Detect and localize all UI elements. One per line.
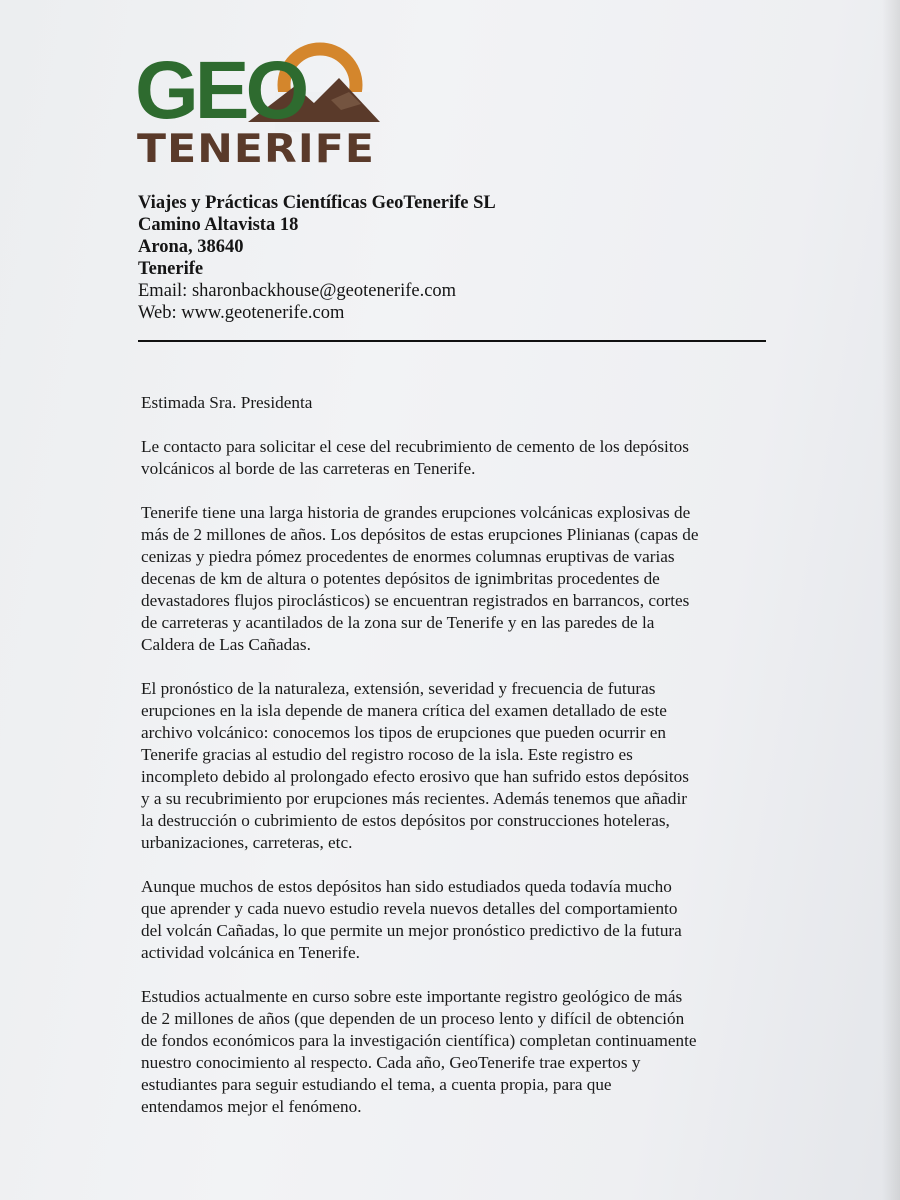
text-line: de carreteras y acantilados de la zona sur de Tenerife y en las paredes de la <box>141 613 655 632</box>
text-line: Estudios actualmente en curso sobre este importante registro geológico de más <box>141 987 683 1006</box>
text-line: Le contacto para solicitar el cese del recubrimiento de cemento de los depósitos <box>141 437 689 456</box>
text-line: del volcán Cañadas, lo que permite un mejor pronóstico predictivo de la futura <box>141 921 682 940</box>
text-line: cenizas y piedra pómez procedentes de enormes columnas eruptivas de varias <box>141 547 675 566</box>
paragraph-1 <box>141 436 781 480</box>
email-line: Email: sharonbackhouse@geotenerife.com <box>138 281 457 301</box>
page-shadow <box>882 0 900 1200</box>
text-line: incompleto debido al prolongado efecto erosivo que han sufrido estos depósitos <box>141 767 689 786</box>
text-line: estudiantes para seguir estudiando el tema, a cuenta propia, para que <box>141 1075 612 1094</box>
text-line: nuestro conocimiento al respecto. Cada año, GeoTenerife trae expertos y <box>141 1053 641 1072</box>
text-line: actividad volcánica en Tenerife. <box>141 943 360 962</box>
text-line: El pronóstico de la naturaleza, extensión, severidad y frecuencia de futuras <box>141 679 656 698</box>
paragraph-2 <box>141 502 781 656</box>
text-line: más de 2 millones de años. Los depósitos de estas erupciones Plinianas (capas de <box>141 525 699 544</box>
text-line: volcánicos al borde de las carreteras en Tenerife. <box>141 459 476 478</box>
text-line: de 2 millones de años (que dependen de un proceso lento y difícil de obtención <box>141 1009 685 1028</box>
street-address: Camino Altavista 18 <box>138 215 299 235</box>
logo-text-geo: GEO <box>135 45 306 136</box>
paragraph-3 <box>141 678 781 854</box>
logo-graphic <box>135 40 385 170</box>
text-line: Tenerife tiene una larga historia de grandes erupciones volcánicas explosivas de <box>141 503 691 522</box>
text-line: Tenerife gracias al estudio del registro rocoso de la isla. Este registro es <box>141 745 633 764</box>
city-postcode: Arona, 38640 <box>138 237 244 257</box>
geotenerife-logo <box>135 40 385 170</box>
text-line: archivo volcánico: conocemos los tipos de erupciones que pueden ocurrir en <box>141 723 666 742</box>
web-line: Web: www.geotenerife.com <box>138 303 345 323</box>
text-line: que aprender y cada nuevo estudio revela nuevos detalles del comportamiento <box>141 899 678 918</box>
text-line: erupciones en la isla depende de manera crítica del examen detallado de este <box>141 701 667 720</box>
paragraph-5 <box>141 986 781 1118</box>
paragraph-4 <box>141 876 781 964</box>
text-line: urbanizaciones, carreteras, etc. <box>141 833 353 852</box>
text-line: la destrucción o cubrimiento de estos depósitos por construcciones hoteleras, <box>141 811 670 830</box>
text-line: devastadores flujos piroclásticos) se encuentran registrados en barrancos, cortes <box>141 591 690 610</box>
greeting: Estimada Sra. Presidenta <box>141 393 313 412</box>
letter-body <box>141 392 781 1140</box>
text-line: entendamos mejor el fenómeno. <box>141 1097 362 1116</box>
header-divider <box>138 340 766 342</box>
text-line: decenas de km de altura o potentes depósitos de ignimbritas procedentes de <box>141 569 660 588</box>
text-line: de fondos económicos para la investigación científica) completan continuamente <box>141 1031 697 1050</box>
logo-text-tenerife: TENERIFE <box>137 127 375 170</box>
text-line: y a su recubrimiento por erupciones más recientes. Además tenemos que añadir <box>141 789 687 808</box>
company-name: Viajes y Prácticas Científicas GeoTenerife SL <box>138 193 496 213</box>
sender-address-block <box>138 192 778 324</box>
island-name: Tenerife <box>138 259 204 279</box>
text-line: Aunque muchos de estos depósitos han sido estudiados queda todavía mucho <box>141 877 672 896</box>
text-line: Caldera de Las Cañadas. <box>141 635 311 654</box>
